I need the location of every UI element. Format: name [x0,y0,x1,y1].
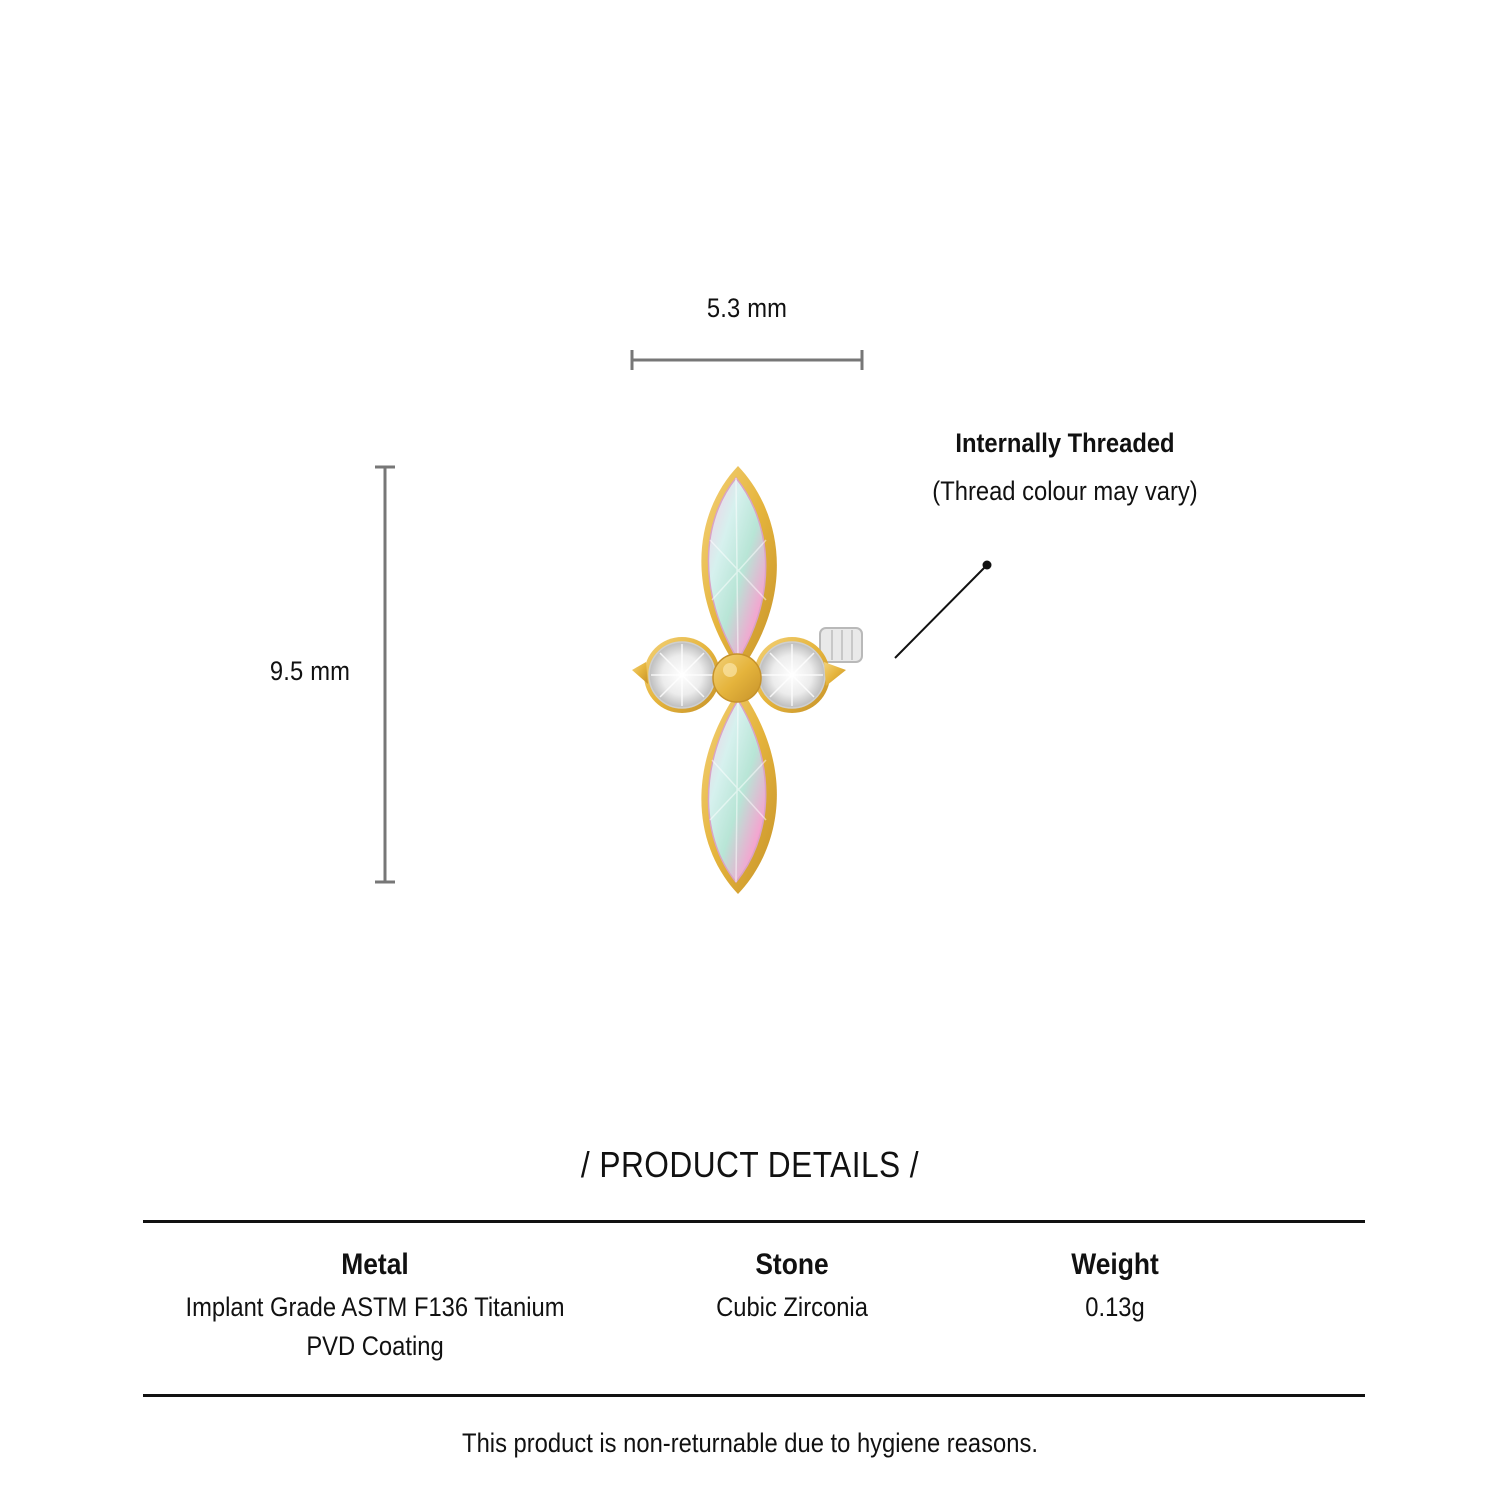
metal-value-line-2: PVD Coating [306,1331,444,1361]
metal-value-line-1: Implant Grade ASTM F136 Titanium [185,1292,565,1322]
top-marquise-stone [701,466,777,672]
callout-subtitle: (Thread colour may vary) [932,476,1198,506]
flower-stud-earring-illustration [620,460,880,900]
details-top-divider [143,1220,1365,1223]
details-bottom-divider [143,1394,1365,1397]
stone-value-line-1: Cubic Zirconia [716,1292,868,1322]
stone-column [612,1248,972,1327]
non-returnable-note: This product is non-returnable due to hygiene reasons. [462,1428,1038,1458]
stone-value [634,1288,951,1327]
callout-title: Internally Threaded [955,428,1175,458]
metal-column [135,1248,615,1366]
center-gold-bead [713,654,761,702]
weight-value-line-1: 0.13g [1085,1292,1145,1322]
weight-column [995,1248,1235,1327]
left-round-stone [632,637,720,713]
bottom-marquise-stone [701,688,777,894]
weight-value [1009,1288,1220,1327]
metal-header: Metal [341,1248,409,1281]
height-dimension-label: 9.5 mm [269,656,351,686]
stone-header: Stone [755,1248,829,1281]
width-dimension-label: 5.3 mm [706,293,788,323]
product-details-heading: / PRODUCT DETAILS / [580,1144,920,1185]
height-dimension-line [370,460,400,890]
width-dimension-line [625,346,870,376]
metal-value [164,1288,586,1366]
weight-header: Weight [1071,1248,1159,1281]
thread-post [820,628,862,662]
callout-leader-line [885,555,1000,665]
